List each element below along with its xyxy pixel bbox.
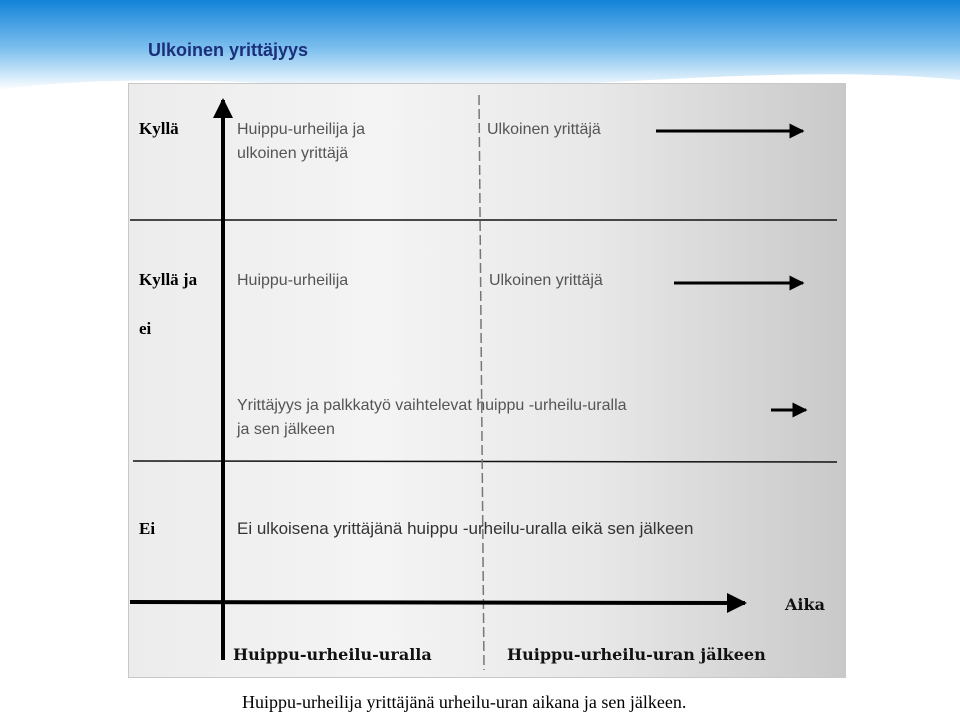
row2-wide-line2: ja sen jälkeen <box>237 421 335 438</box>
row1-right-cell: Ulkoinen yrittäjä <box>487 121 601 138</box>
phase-divider <box>479 95 484 670</box>
slide-caption: Huippu‐urheilija yrittäjänä urheilu-uran aikana ja sen jälkeen. <box>242 692 687 712</box>
time-axis-label: Aika <box>785 595 825 614</box>
x-axis <box>130 602 745 603</box>
row1-left-line1: Huippu‐urheilija ja <box>237 121 366 138</box>
row3-cell: Ei ulkoisena yrittäjänä huippu ‐urheilu‐uralla eikä sen jälkeen <box>237 519 694 538</box>
row2-right-cell: Ulkoinen yrittäjä <box>489 272 603 289</box>
row2-wide-line1: Yrittäjyys ja palkkatyö vaihtelevat huippu ‐urheilu‐uralla <box>237 397 627 414</box>
phase-label-during: Huippu‐urheilu‐uralla <box>233 645 432 664</box>
row-separator-2 <box>133 461 837 462</box>
row1-left-cell <box>237 118 365 166</box>
row-label-ei-part: ei <box>139 319 152 338</box>
row-label-kylla: Kyllä <box>139 119 179 138</box>
row-label-kylla-ja: Kyllä ja <box>139 270 198 289</box>
row2-left-cell: Huippu‐urheilija <box>237 272 349 289</box>
slide-title: Ulkoinen yrittäjyys <box>148 40 309 60</box>
phase-label-after: Huippu‐urheilu‐uran jälkeen <box>507 645 766 664</box>
row-label-ei: Ei <box>139 519 156 538</box>
row2-wide-cell <box>237 394 627 442</box>
row1-left-line2: ulkoinen yrittäjä <box>237 145 349 162</box>
